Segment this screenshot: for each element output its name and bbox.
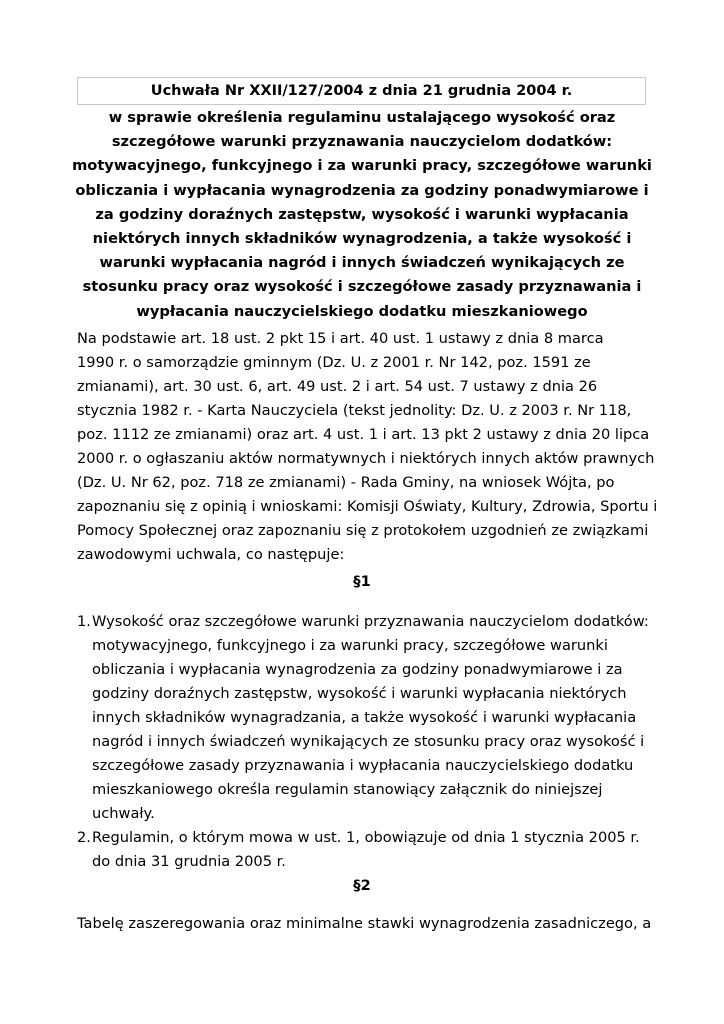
list-item-line: nagród i innych świadczeń wynikających ze stosunku pracy oraz wysokość i	[92, 733, 645, 750]
subject-line: niektórych innych składników wynagrodzenia, a także wysokość i	[92, 230, 632, 248]
list-item-line: mieszkaniowego określa regulamin stanowiący załącznik do niniejszej	[92, 781, 603, 798]
subject-line: motywacyjnego, funkcyjnego i za warunki pracy, szczegółowe warunki	[72, 157, 652, 175]
preamble-line: zapoznaniu się z opinią i wnioskami: Komisji Oświaty, Kultury, Zdrowia, Sportu i	[77, 498, 658, 515]
list-item-line: Regulamin, o którym mowa w ust. 1, obowiązuje od dnia 1 stycznia 2005 r.	[92, 829, 640, 846]
subject-line: za godziny doraźnych zastępstw, wysokość i warunki wypłacania	[95, 205, 629, 223]
preamble-line: Pomocy Społecznej oraz zapoznaniu się z protokołem uzgodnień ze związkami	[77, 522, 649, 539]
section-1-heading: §1	[353, 573, 371, 590]
list-item-line: innych składników wynagradzania, a także wysokość i warunki wypłacania	[92, 709, 637, 726]
list-item-line: Wysokość oraz szczegółowe warunki przyznawania nauczycielom dodatków:	[92, 613, 649, 630]
subject-line: obliczania i wypłacania wynagrodzenia za godziny ponadwymiarowe i	[75, 181, 649, 199]
preamble-line: stycznia 1982 r. - Karta Nauczyciela (tekst jednolity: Dz. U. z 2003 r. Nr 118,	[77, 402, 632, 419]
list-item-line: uchwały.	[92, 805, 155, 822]
list-item-number: 2.	[77, 829, 91, 846]
list-item	[77, 826, 667, 874]
section-2-heading: §2	[353, 877, 371, 894]
preamble	[77, 327, 657, 567]
document-title: Uchwała Nr XXII/127/2004 z dnia 21 grudnia 2004 r.	[77, 77, 646, 105]
section-2-first-line: Tabelę zaszeregowania oraz minimalne stawki wynagrodzenia zasadniczego, a	[77, 915, 652, 932]
list-item-line: do dnia 31 grudnia 2005 r.	[92, 853, 286, 870]
list-item-line: motywacyjnego, funkcyjnego i za warunki pracy, szczegółowe warunki	[92, 637, 608, 654]
subject-line: warunki wypłacania nagród i innych świadczeń wynikających ze	[99, 254, 625, 272]
preamble-line: Na podstawie art. 18 ust. 2 pkt 15 i art. 40 ust. 1 ustawy z dnia 8 marca	[77, 330, 604, 347]
list-item-line: szczegółowe zasady przyznawania i wypłacania nauczycielskiego dodatku	[92, 757, 634, 774]
document-subject	[62, 106, 662, 324]
section-1-list	[77, 610, 667, 874]
preamble-line: 2000 r. o ogłaszaniu aktów normatywnych i niektórych innych aktów prawnych	[77, 450, 655, 467]
subject-line: szczegółowe warunki przyznawania nauczycielom dodatków:	[111, 133, 613, 151]
preamble-line: zmianami), art. 30 ust. 6, art. 49 ust. 2 i art. 54 ust. 7 ustawy z dnia 26	[77, 378, 598, 395]
list-item-line: godziny doraźnych zastępstw, wysokość i warunki wypłacania niektórych	[92, 685, 627, 702]
preamble-line: poz. 1112 ze zmianami) oraz art. 4 ust. 1 i art. 13 pkt 2 ustawy z dnia 20 lipca	[77, 426, 650, 443]
preamble-line: (Dz. U. Nr 62, poz. 718 ze zmianami) - Rada Gminy, na wniosek Wójta, po	[77, 474, 615, 491]
list-item-line: obliczania i wypłacania wynagrodzenia za godziny ponadwymiarowe i za	[92, 661, 623, 678]
preamble-line: 1990 r. o samorządzie gminnym (Dz. U. z 2001 r. Nr 142, poz. 1591 ze	[77, 354, 591, 371]
subject-line: w sprawie określenia regulaminu ustalającego wysokość oraz	[108, 109, 616, 126]
list-item	[77, 610, 667, 826]
list-item-number: 1.	[77, 613, 91, 630]
subject-line: wypłacania nauczycielskiego dodatku mieszkaniowego	[136, 302, 588, 320]
subject-line: stosunku pracy oraz wysokość i szczegółowe zasady przyznawania i	[82, 278, 642, 296]
preamble-line: zawodowymi uchwala, co następuje:	[77, 546, 345, 563]
